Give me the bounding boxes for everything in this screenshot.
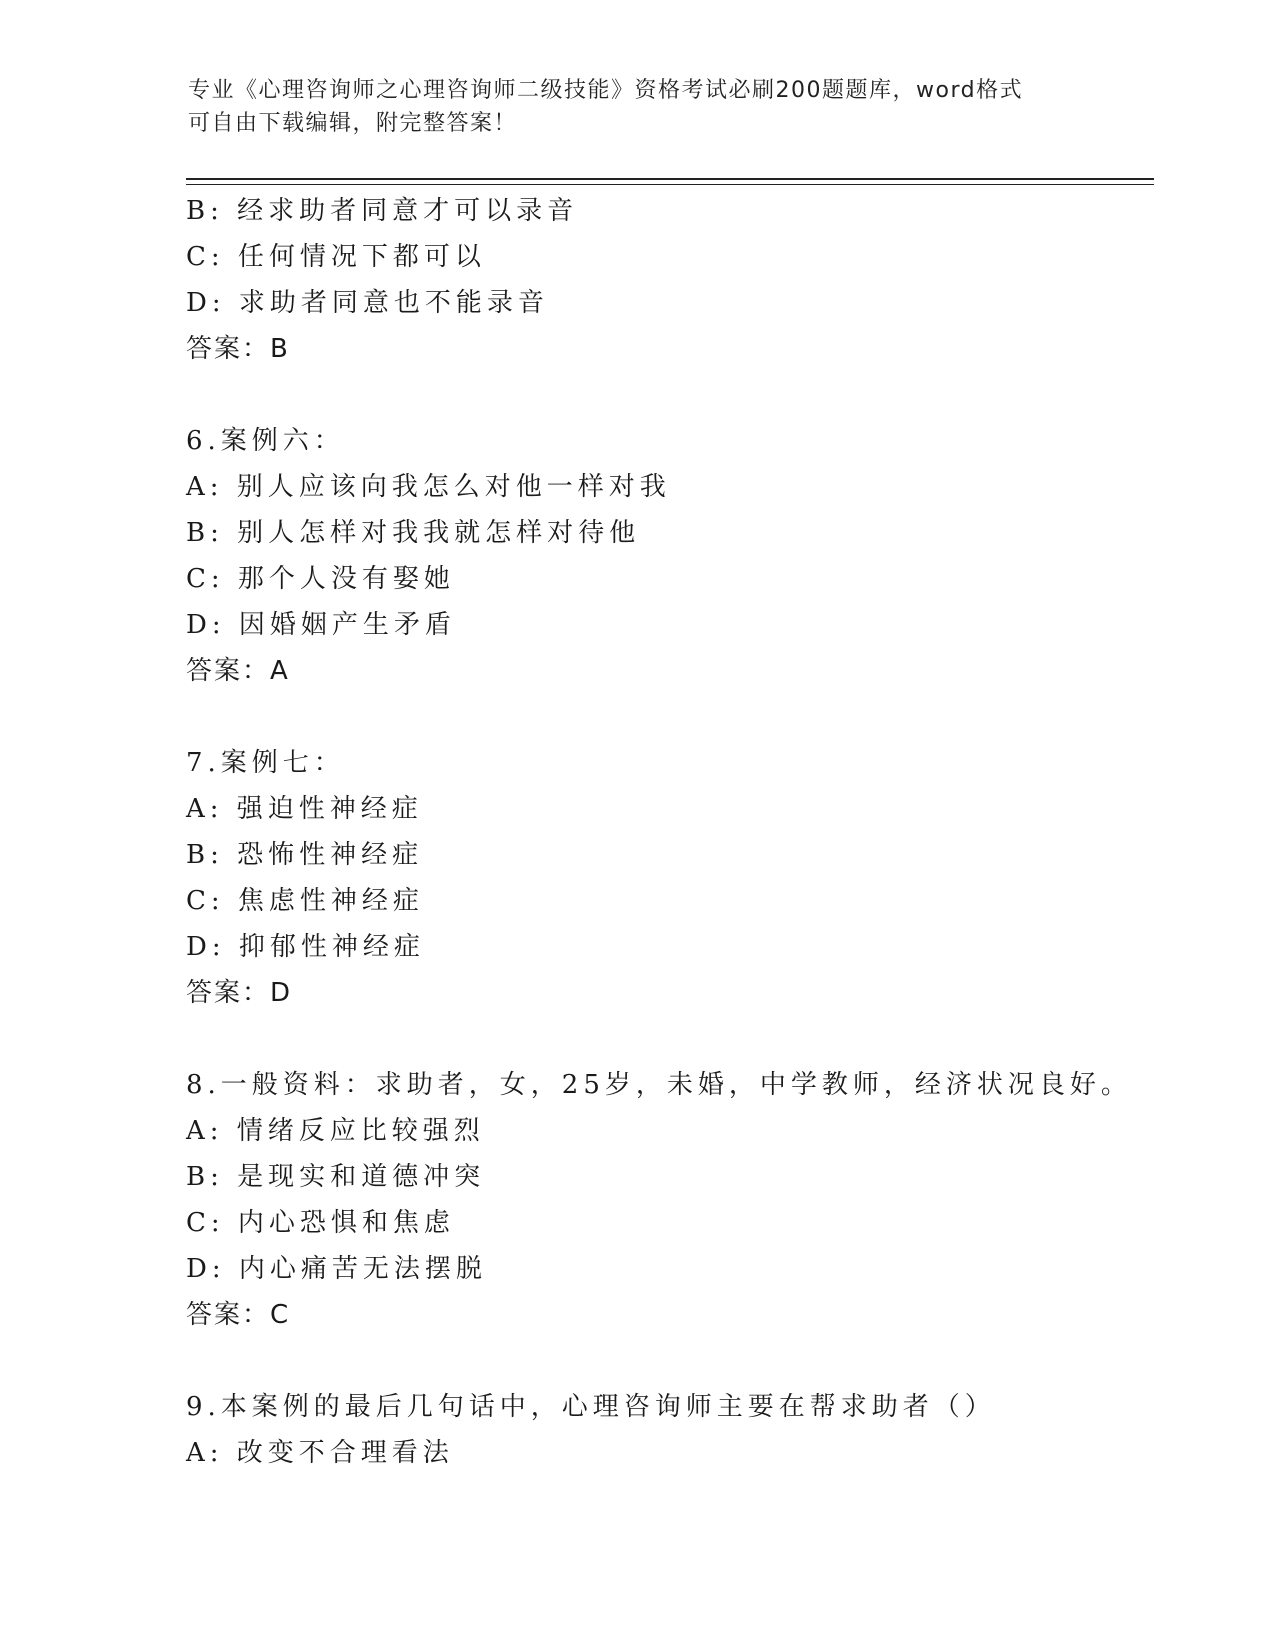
q6-option-a: A: 别人应该向我怎么对他一样对我	[186, 472, 671, 502]
q6-answer: 答案：A	[186, 656, 290, 686]
spacer	[186, 1338, 1146, 1384]
q8-stem: 8.一般资料：求助者，女，25岁，未婚，中学教师，经济状况良好。	[186, 1070, 1132, 1100]
q8-answer: 答案：C	[186, 1300, 291, 1330]
spacer	[186, 372, 1146, 418]
q6-option-d: D: 因婚姻产生矛盾	[186, 610, 456, 640]
q6-stem: 6.案例六：	[186, 426, 345, 456]
document-header	[188, 74, 1088, 140]
q7-answer: 答案：D	[186, 978, 293, 1008]
q9-option-a: A: 改变不合理看法	[186, 1438, 454, 1468]
q8-option-d: D: 内心痛苦无法摆脱	[186, 1254, 487, 1284]
q7-option-b: B: 恐怖性神经症	[186, 840, 424, 870]
spacer	[186, 694, 1146, 740]
q8-option-c: C: 内心恐惧和焦虑	[186, 1208, 455, 1238]
header-divider-thin	[186, 184, 1154, 185]
q8-option-b: B: 是现实和道德冲突	[186, 1162, 486, 1192]
header-line-2: 可自由下载编辑，附完整答案！	[188, 111, 518, 136]
q7-option-d: D: 抑郁性神经症	[186, 932, 425, 962]
q7-option-c: C: 焦虑性神经症	[186, 886, 424, 916]
q5-option-b: B: 经求助者同意才可以录音	[186, 196, 579, 226]
q5-option-d: D: 求助者同意也不能录音	[186, 288, 549, 318]
q7-stem: 7.案例七：	[186, 748, 345, 778]
header-line-1: 专业《心理咨询师之心理咨询师二级技能》资格考试必刷200题题库，word格式	[188, 78, 1024, 103]
question-list	[186, 188, 1146, 1476]
q8-option-a: A: 情绪反应比较强烈	[186, 1116, 485, 1146]
q7-option-a: A: 强迫性神经症	[186, 794, 423, 824]
q6-option-c: C: 那个人没有娶她	[186, 564, 455, 594]
header-divider-thick	[186, 178, 1154, 180]
q6-option-b: B: 别人怎样对我我就怎样对待他	[186, 518, 641, 548]
q5-option-c: C: 任何情况下都可以	[186, 242, 486, 272]
q5-answer: 答案：B	[186, 334, 290, 364]
spacer	[186, 1016, 1146, 1062]
q9-stem: 9.本案例的最后几句话中，心理咨询师主要在帮求助者（）	[186, 1392, 996, 1422]
